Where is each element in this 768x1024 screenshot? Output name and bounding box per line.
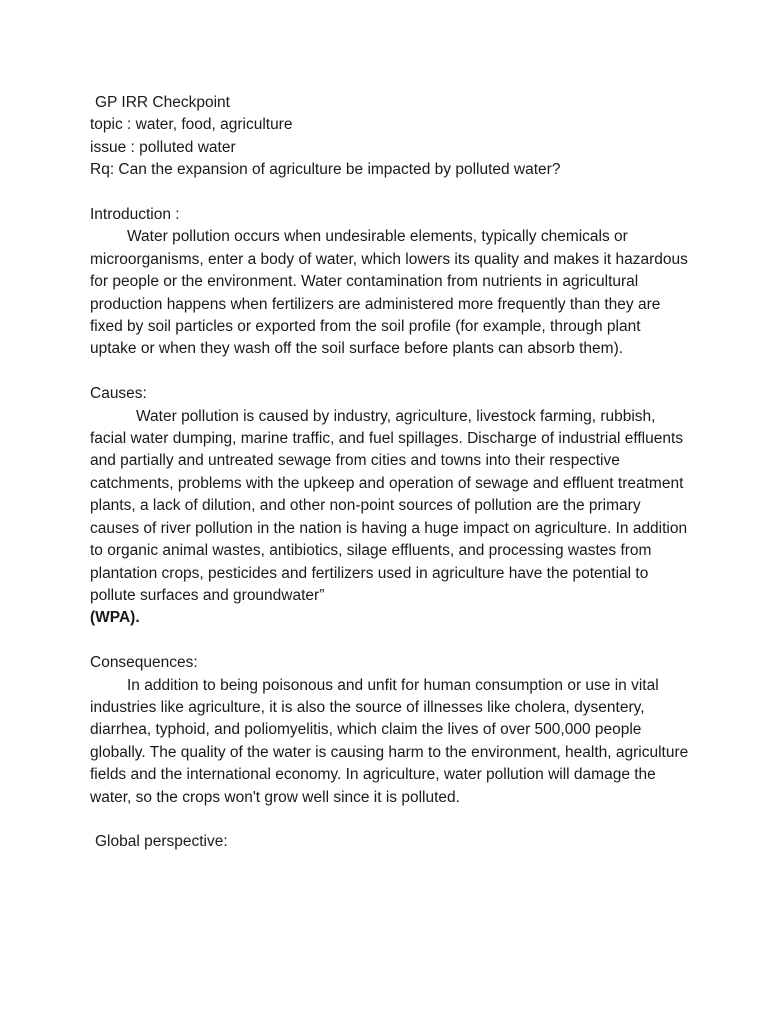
document-body	[90, 92, 690, 854]
causes-paragraph: Water pollution is caused by industry, agriculture, livestock farming, rubbish, facial water dumping, marine traffic, and fuel spillages. Discharge of industrial effluents and partially and untreated sewage from cities and towns into their respective catchments, problems with the upkeep and operation of sewage and effluent treatment plants, a lack of dilution, and other non-point sources of pollution are the primary causes of river pollution in the nation is having a huge impact on agriculture. In addition to organic animal wastes, antibiotics, silage effluents, and processing wastes from plantation crops, pesticides and fertilizers used in agriculture have the potential to pollute surfaces and groundwater”	[90, 407, 688, 604]
causes-heading: Causes:	[90, 385, 147, 403]
introduction-heading: Introduction :	[90, 206, 180, 224]
global-perspective-heading: Global perspective:	[95, 833, 228, 851]
consequences-paragraph: In addition to being poisonous and unfit for human consumption or use in vital industries like agriculture, it is also the source of illnesses like cholera, dysentery, diarrhea, typhoid, and poliomyelitis, which claim the lives of over 500,000 people globally. The quality of the water is causing harm to the environment, health, agriculture fields and the international economy. In agriculture, water pollution will damage the water, so the crops won't grow well since it is polluted.	[90, 676, 689, 806]
introduction-paragraph: Water pollution occurs when undesirable elements, typically chemicals or microorganisms, enter a body of water, which lowers its quality and makes it hazardous for people or the environment. Water contamination from nutrients in agricultural production happens when fertilizers are administered more frequently than they are fixed by soil particles or exported from the soil profile (for example, through plant uptake or when they wash off the soil surface before plants can absorb them).	[90, 228, 688, 358]
issue-line: issue : polluted water	[90, 138, 236, 156]
document-title: GP IRR Checkpoint	[95, 94, 230, 111]
spacer	[90, 630, 690, 652]
topic-line: topic : water, food, agriculture	[90, 116, 293, 134]
causes-citation: (WPA).	[90, 609, 140, 627]
spacer	[90, 182, 690, 204]
spacer	[90, 361, 690, 383]
consequences-heading: Consequences:	[90, 654, 198, 672]
spacer	[90, 809, 690, 831]
research-question: Rq: Can the expansion of agriculture be impacted by polluted water?	[90, 161, 561, 179]
